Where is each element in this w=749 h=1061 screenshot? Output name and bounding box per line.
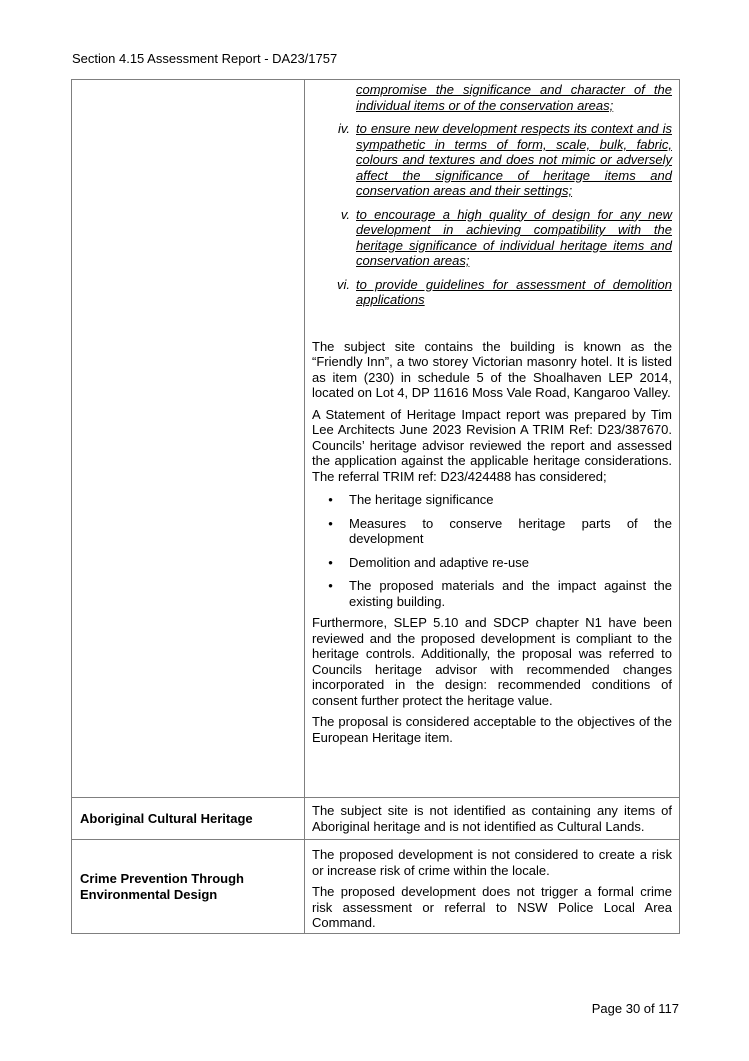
objective-continuation: [312, 82, 672, 113]
heritage-paragraph-site: The subject site contains the building is known as the “Friendly Inn”, a two storey Victorian masonry hotel. It is listed as item (230) in schedule 5 of the Shoalhaven LEP 2014, located on Lot 4, DP 11616 Moss Vale Road, Kangaroo Valley.: [312, 338, 672, 400]
objective-number: vi.: [337, 276, 350, 292]
objective-number: v.: [340, 206, 350, 222]
objective-text: to encourage a high quality of design for any new development in achieving compatibility with the heritage significance of individual heritage items and conservation areas;: [356, 206, 672, 268]
cpted-content-cell: [305, 840, 680, 934]
page-header: Section 4.15 Assessment Report - DA23/1757: [72, 51, 338, 66]
bullet-item: • The proposed materials and the impact against the existing building.: [312, 578, 672, 609]
objective-text: to ensure new development respects its context and is sympathetic in terms of form, scale, bulk, fabric, colours and textures and does not mimic or adversely affect the significance of heritage items and conservation areas and their settings;: [356, 121, 672, 198]
bullet-item: • Measures to conserve heritage parts of the development: [312, 516, 672, 547]
heritage-paragraph-report: A Statement of Heritage Impact report was prepared by Tim Lee Architects June 2023 Revision A TRIM Ref: D23/387670. Councils’ heritage advisor reviewed the report and assessed the application against the applicable heritage considerations. The referral TRIM ref: D23/424488 has considered;: [312, 406, 672, 484]
objective-text: to provide guidelines for assessment of demolition applications: [356, 276, 672, 307]
page-number: Page 30 of 117: [591, 1001, 679, 1016]
bullet-icon: •: [328, 578, 333, 593]
objective-item: [312, 277, 672, 308]
cpted-label: Crime Prevention Through Environmental Design: [72, 840, 305, 934]
cpted-paragraph-assessment: The proposed development does not trigger a formal crime risk assessment or referral to NSW Police Local Area Command.: [312, 884, 672, 930]
objective-item: [312, 121, 672, 199]
heritage-paragraph-conclusion: The proposal is considered acceptable to the objectives of the European Heritage item.: [312, 714, 672, 745]
assessment-table: [71, 79, 680, 934]
bullet-item: • The heritage significance: [312, 492, 672, 508]
aboriginal-content-cell: [305, 798, 680, 840]
heritage-content-cell: [305, 80, 680, 798]
objective-continuation-text: compromise the significance and character of the individual items or of the conservation areas;: [356, 82, 672, 113]
objective-number: iv.: [337, 121, 350, 136]
cpted-paragraph-risk: The proposed development is not considered to create a risk or increase risk of crime within the locale.: [312, 847, 672, 878]
aboriginal-row: [72, 798, 680, 840]
bullet-icon: •: [328, 554, 333, 570]
heritage-paragraph-compliance: Furthermore, SLEP 5.10 and SDCP chapter N1 have been reviewed and the proposed development is compliant to the heritage controls. Additionally, the proposal was referred to Councils heritage advisor with recommended changes incorporated in the design: recommended conditions of consent further protect the heritage value.: [312, 615, 672, 708]
aboriginal-label: Aboriginal Cultural Heritage: [72, 798, 305, 840]
heritage-row: [72, 80, 680, 798]
bullet-icon: •: [328, 492, 333, 507]
cpted-row: [72, 840, 680, 934]
bullet-icon: •: [328, 515, 333, 531]
heritage-label-cell: [72, 80, 305, 798]
bullet-item: • Demolition and adaptive re-use: [312, 555, 672, 571]
objective-item: [312, 207, 672, 269]
aboriginal-text: The subject site is not identified as containing any items of Aboriginal heritage and is not identified as Cultural Lands.: [312, 803, 672, 834]
